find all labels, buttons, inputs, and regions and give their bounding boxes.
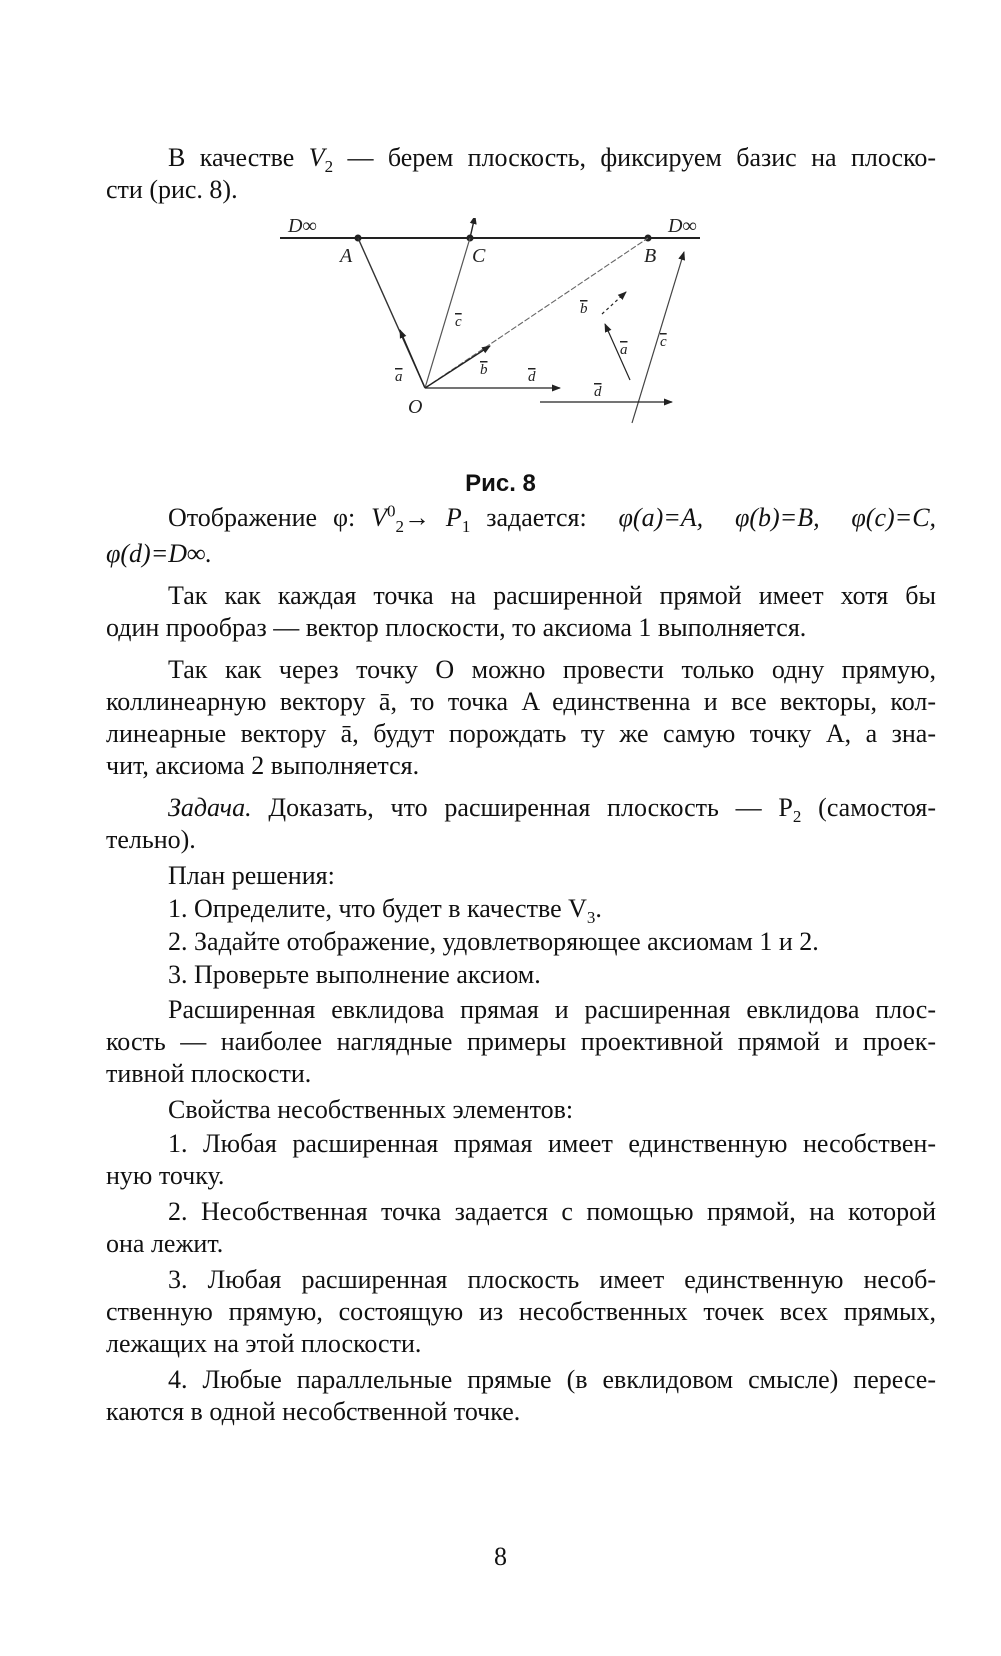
- prop3-line-3: лежащих на этой плоскости.: [106, 1329, 422, 1358]
- prop1-line-1: 1. Любая расширенная прямая имеет единственную несобствен-: [168, 1129, 936, 1158]
- label-vec-b1: b: [480, 362, 488, 378]
- plan-heading: План решения:: [168, 861, 335, 890]
- label-vec-c2: c: [660, 334, 667, 350]
- mapping-line-2: φ(d)=D∞.: [106, 539, 213, 568]
- axiom1-line-1: Так как каждая точка на расширенной прямой имеет хотя бы: [168, 581, 936, 610]
- vector-a: [400, 330, 425, 388]
- axiom2-line-3: линеарные вектору ā, будут порождать ту же самую точку A, а зна-: [106, 719, 936, 748]
- plan-item-1: 1. Определите, что будет в качестве $V_3$.: [168, 894, 602, 928]
- label-d-left: D∞: [288, 218, 317, 237]
- prop3-line-1: 3. Любая расширенная плоскость имеет единственную несоб-: [168, 1265, 936, 1294]
- vector-b-copy: [602, 292, 626, 314]
- page-number: 8: [494, 1542, 507, 1571]
- label-a-point: A: [340, 245, 353, 267]
- label-vec-c1: c: [455, 314, 462, 330]
- figure-caption: Рис. 8: [465, 470, 536, 497]
- prop4-line-1: 4. Любые параллельные прямые (в евклидовом смысле) пересе-: [168, 1365, 936, 1394]
- label-vec-d1: d: [528, 369, 536, 385]
- intro-line-1: В качестве $V_2$ — берем плоскость, фиксируем базис на плоско-: [168, 143, 936, 177]
- prop1-line-2: ную точку.: [106, 1161, 225, 1190]
- label-o-point: O: [408, 396, 423, 418]
- prop2-line-2: она лежит.: [106, 1229, 224, 1258]
- figure-8-diagram: [280, 218, 720, 433]
- label-d-right: D∞: [668, 218, 697, 237]
- line-ob: [425, 238, 648, 388]
- label-vec-a1: a: [395, 369, 403, 385]
- axiom2-line-2: коллинеарную вектору ā, то точка A единственна и все векторы, кол-: [106, 687, 936, 716]
- prop4-line-2: каются в одной несобственной точке.: [106, 1397, 521, 1426]
- prop3-line-2: ственную прямую, состоящую из несобственных точек всех прямых,: [106, 1297, 936, 1326]
- axiom1-line-2: один прообраз — вектор плоскости, то аксиома 1 выполняется.: [106, 613, 807, 642]
- prop2-line-1: 2. Несобственная точка задается с помощью прямой, на которой: [168, 1197, 936, 1226]
- ext-line-1: Расширенная евклидова прямая и расширенная евклидова плос-: [168, 995, 936, 1024]
- task-line-2: тельно).: [106, 825, 196, 854]
- plan-item-2: 2. Задайте отображение, удовлетворяющее аксиомам 1 и 2.: [168, 927, 819, 956]
- task-line-1: Задача. Доказать, что расширенная плоскость — $P_2$ (самостоя-: [168, 793, 936, 827]
- ext-line-3: тивной плоскости.: [106, 1059, 312, 1088]
- axiom2-line-1: Так как через точку O можно провести только одну прямую,: [168, 655, 936, 684]
- label-b-point: B: [644, 245, 657, 267]
- label-c-point: C: [472, 245, 486, 267]
- arrow-c-up: [470, 218, 475, 238]
- plan-item-3: 3. Проверьте выполнение аксиом.: [168, 960, 541, 989]
- intro-line-2: сти (рис. 8).: [106, 175, 238, 204]
- ext-line-2: кость — наиболее наглядные примеры проективной прямой и проек-: [106, 1027, 936, 1056]
- label-vec-b2: b: [580, 301, 588, 317]
- label-vec-d2: d: [594, 384, 602, 400]
- line-oc: [425, 238, 470, 388]
- axiom2-line-4: чит, аксиома 2 выполняется.: [106, 751, 420, 780]
- mapping-line-1: Отображение φ: $V^0_2\to P_1$ задается: φ(a)=A, φ(b)=B, φ(c)=C,: [168, 501, 937, 537]
- props-heading: Свойства несобственных элементов:: [168, 1095, 574, 1124]
- vector-c-copy: [632, 252, 684, 423]
- label-vec-a2: a: [620, 342, 628, 358]
